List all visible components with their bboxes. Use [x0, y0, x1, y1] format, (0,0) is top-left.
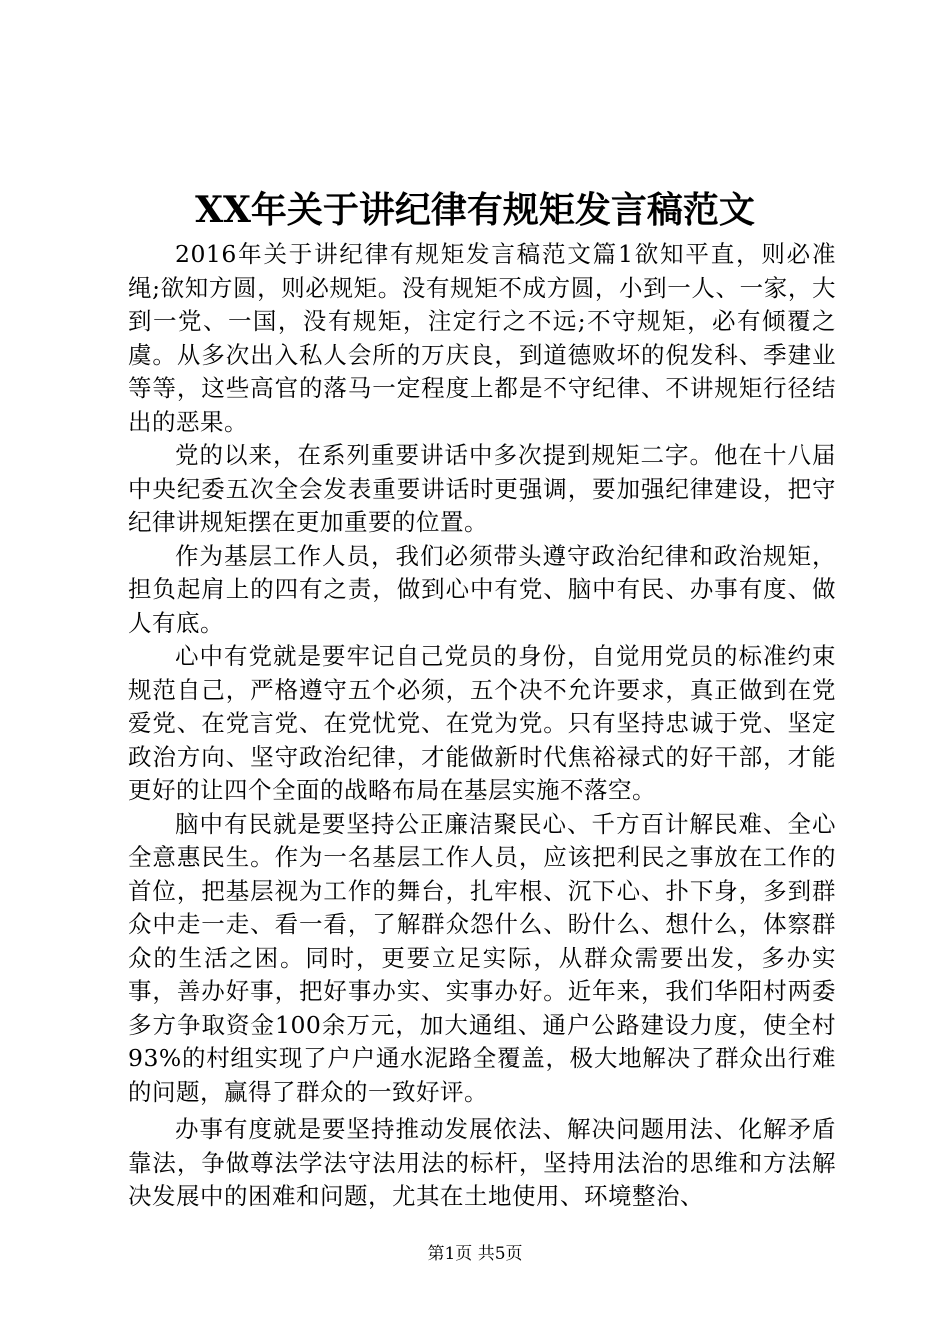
paragraph-4: 心中有党就是要牢记自己党员的身份，自觉用党员的标准约束规范自己，严格遵守五个必须，五个决不允许要求，真正做到在党爱党、在党言党、在党忧党、在党为党。只有坚持忠诚于党、坚定政治方向、坚守政治纪律，才能做新时代焦裕禄式的好干部，才能更好的让四个全面的战略布局在基层实施不落空。	[128, 642, 836, 804]
paragraph-3: 作为基层工作人员，我们必须带头遵守政治纪律和政治规矩，担负起肩上的四有之责，做到心中有党、脑中有民、办事有度、做人有底。	[128, 541, 836, 637]
document-body	[128, 238, 836, 1214]
paragraph-6: 办事有度就是要坚持推动发展依法、解决问题用法、化解矛盾靠法，争做尊法学法守法用法的标杆，坚持用法治的思维和方法解决发展中的困难和问题，尤其在土地使用、环境整治、	[128, 1115, 836, 1210]
page-number-footer: 第1页 共5页	[427, 1244, 523, 1264]
paragraph-1: 2016年关于讲纪律有规矩发言稿范文篇1欲知平直，则必准绳;欲知方圆，则必规矩。没有规矩不成方圆，小到一人、一家，大到一党、一国，没有规矩，注定行之不远;不守规矩，必有倾覆之虞。从多次出入私人会所的万庆良，到道德败坏的倪发科、季建业等等，这些高官的落马一定程度上都是不守纪律、不讲规矩行径结出的恶果。	[128, 240, 836, 436]
document-title: XX年关于讲纪律有规矩发言稿范文	[195, 189, 755, 231]
paragraph-5: 脑中有民就是要坚持公正廉洁聚民心、千方百计解民难、全心全意惠民生。作为一名基层工作人员，应该把利民之事放在工作的首位，把基层视为工作的舞台，扎牢根、沉下心、扑下身，多到群众中走一走、看一看，了解群众怨什么、盼什么、想什么，体察群众的生活之困。同时，更要立足实际，从群众需要出发，多办实事，善办好事，把好事办实、实事办好。近年来，我们华阳村两委多方争取资金100余万元，加大通组、通户公路建设力度，使全村93%的村组实现了户户通水泥路全覆盖，极大地解决了群众出行难的问题，赢得了群众的一致好评。	[128, 809, 836, 1106]
paragraph-2: 党的以来，在系列重要讲话中多次提到规矩二字。他在十八届中央纪委五次全会发表重要讲话时更强调，要加强纪律建设，把守纪律讲规矩摆在更加重要的位置。	[128, 441, 836, 536]
